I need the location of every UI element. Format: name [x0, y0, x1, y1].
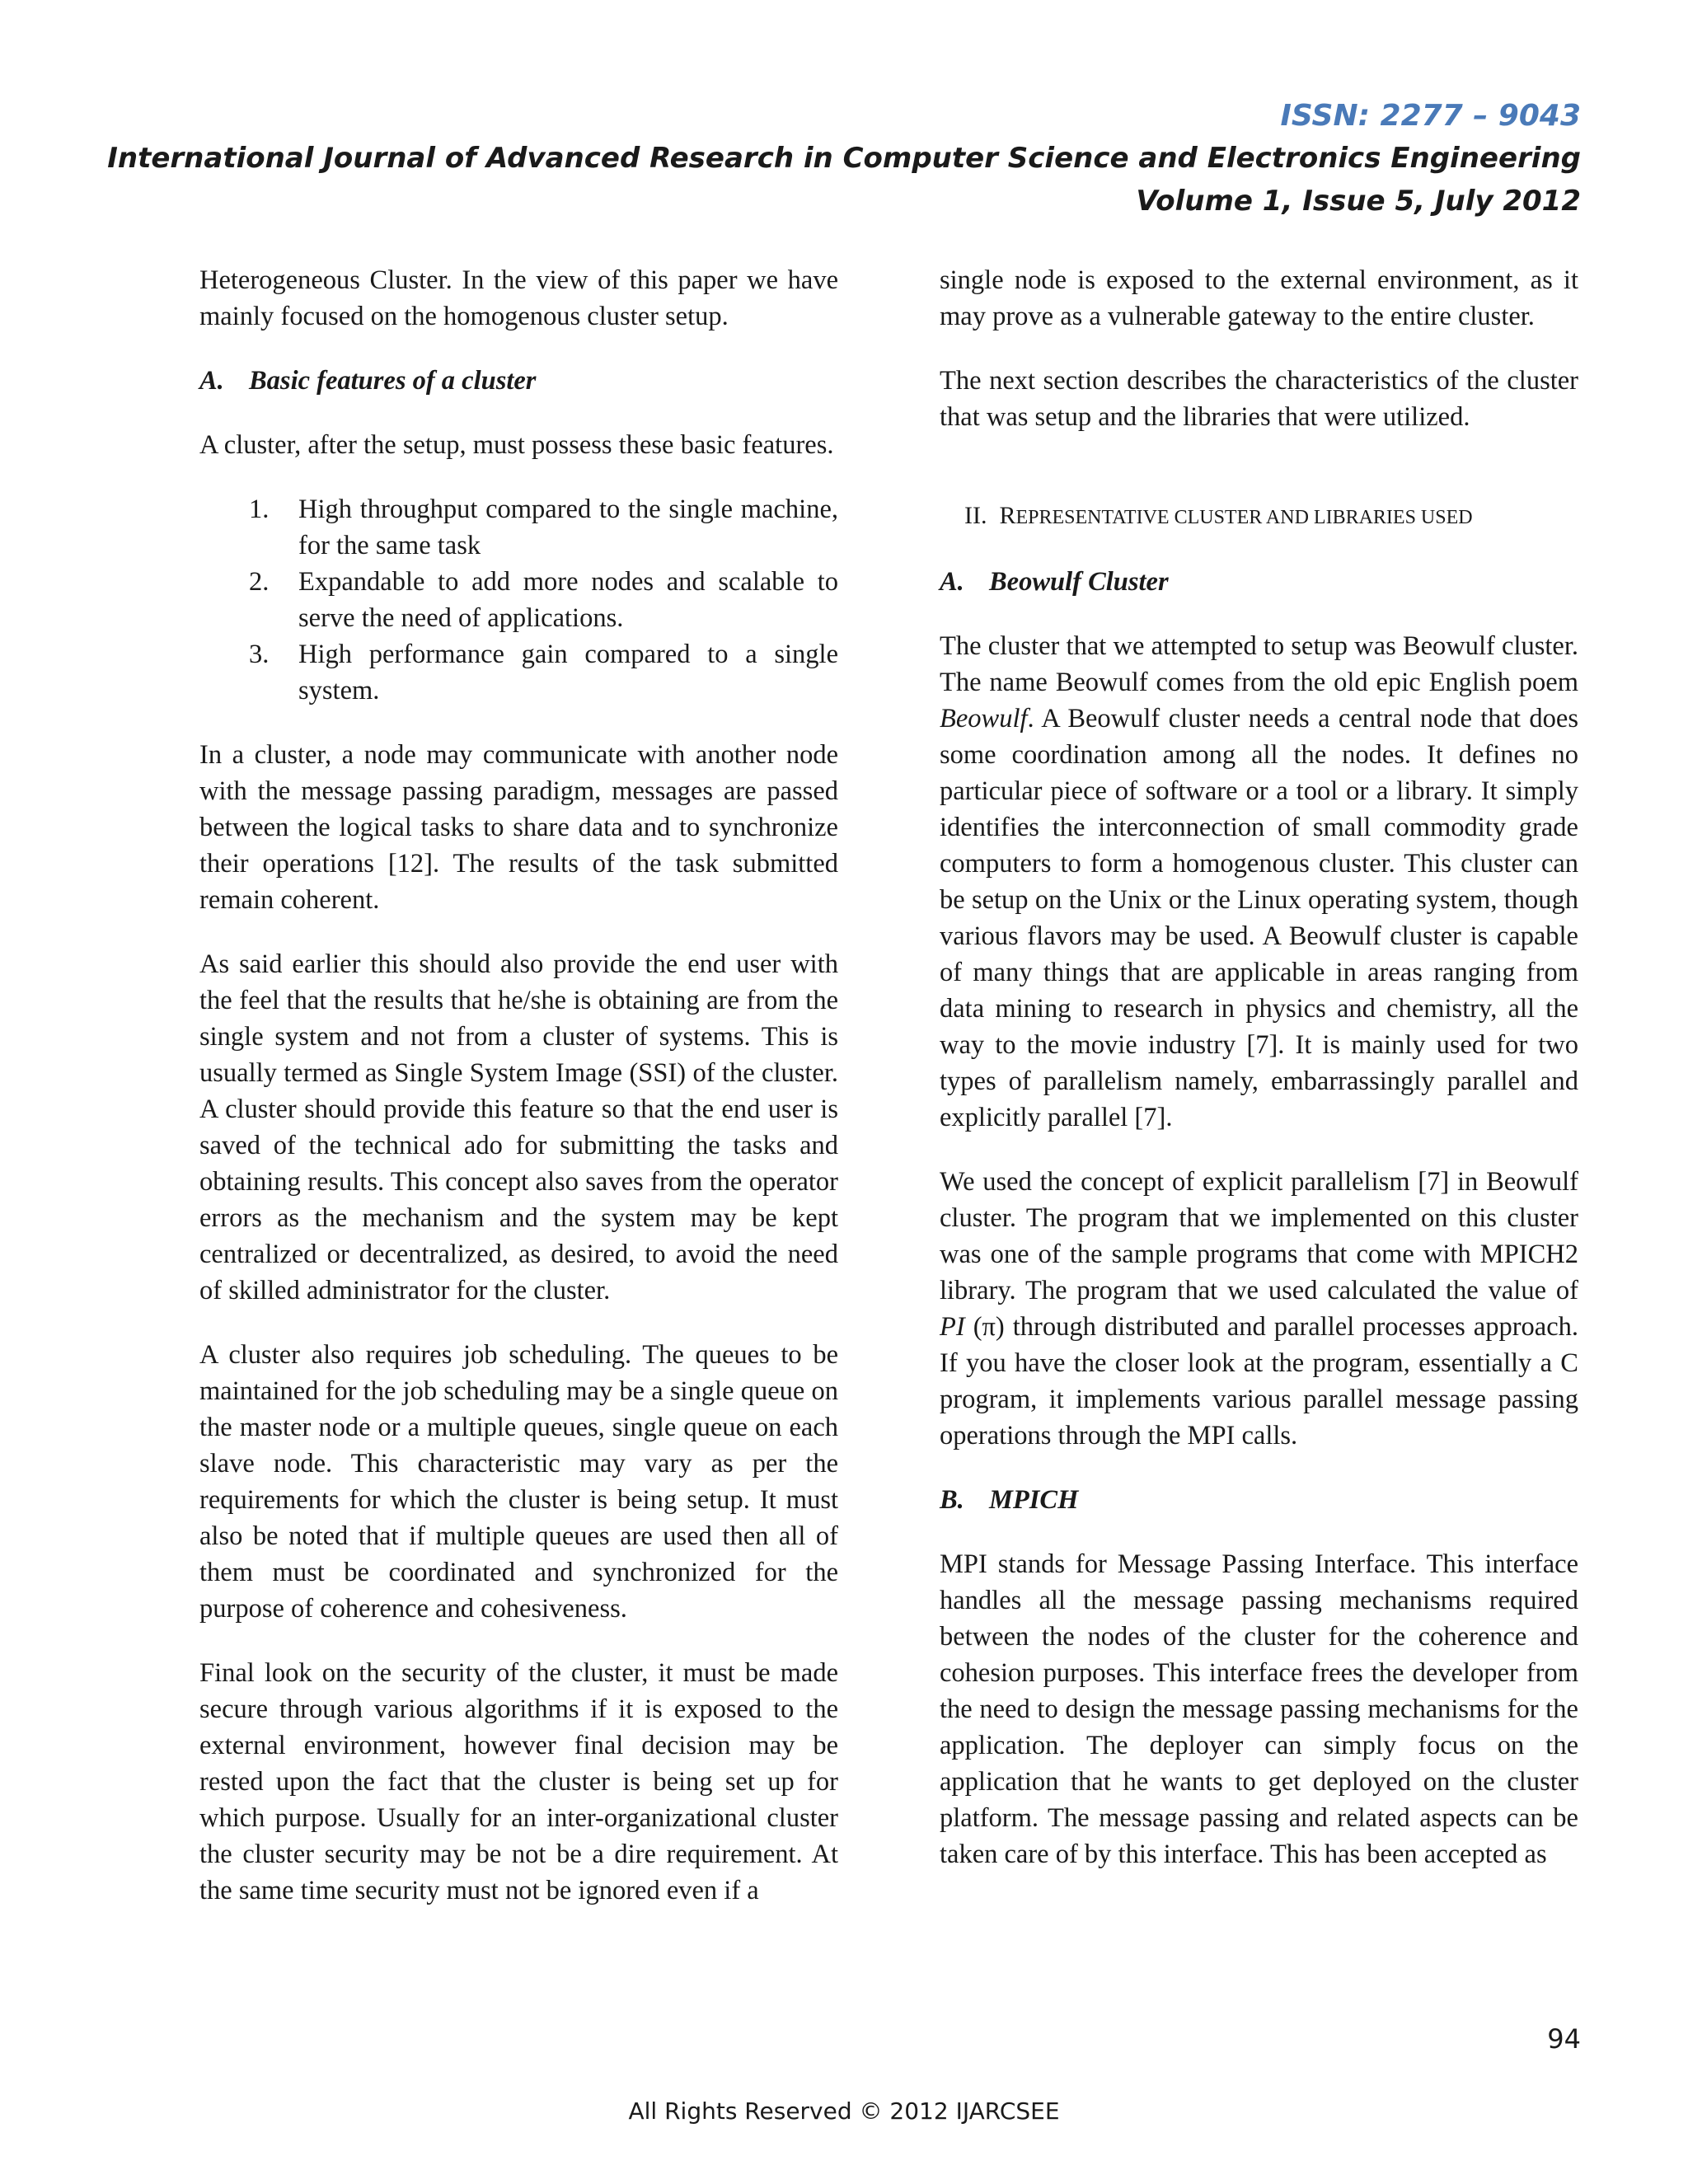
paragraph: As said earlier this should also provide the end user with the feel that the results that he/she is obtaining are from the single system and not from a cluster of systems. This is usually termed as Single System Image (SSI) of the cluster. A cluster should provide this feature so that the end user is saved of the technical ado for submitting the tasks and obtaining results. This concept also saves from the operator errors as the mechanism and the system may be kept centralized or decentralized, as desired, to avoid the need of skilled administrator for the cluster.: [199, 949, 838, 1305]
text-run: . A Beowulf cluster needs a central node that does some coordination among all the nodes. It defines no particular piece of software or a tool or a library. It simply identifies the interconnection of small commodity grade computers to form a homogenous cluster. This cluster can be setup on the Unix or the Linux operating system, though various flavors may be used. A Beowulf cluster is capable of many things that are applicable in areas ranging from data mining to research in physics and chemistry, all the way to the movie industry [7]. It is mainly used for two types of parallelism namely, embarrassingly parallel and explicitly parallel [7].: [940, 704, 1578, 1132]
paragraph: In a cluster, a node may communicate with another node with the message passing paradigm, messages are passed between the logical tasks to share data and to synchronize their operations [12]. The results of the task submitted remain coherent.: [199, 740, 838, 915]
left-column: [199, 262, 838, 1937]
paragraph: Heterogeneous Cluster. In the view of this paper we have mainly focused on the homogenous cluster setup.: [199, 265, 838, 331]
subsection-heading-beowulf: [940, 564, 1578, 600]
text-run: We used the concept of explicit parallelism [7] in Beowulf cluster. The program that we implemented on this cluster was one of the sample programs that come with MPICH2 library. The program that we used calculated the value of: [940, 1167, 1578, 1305]
paragraph: single node is exposed to the external environment, as it may prove as a vulnerable gateway to the entire cluster.: [940, 265, 1578, 331]
paragraph: Final look on the security of the cluster, it must be made secure through various algorithms if it is exposed to the external environment, however final decision may be rested upon the fact that the cluster is being set up for which purpose. Usually for an inter-organizational cluster the cluster security may be not be a dire requirement. At the same time security must not be ignored even if a: [199, 1658, 838, 1905]
section-title-rest: EPRESENTATIVE CLUSTER AND LIBRARIES USED: [1015, 507, 1473, 528]
copyright-footer: All Rights Reserved © 2012 IJARCSEE: [628, 2097, 1060, 2125]
paragraph: The next section describes the characteristics of the cluster that was setup and the libraries that were utilized.: [940, 366, 1578, 432]
issn-header: ISSN: 2277 – 9043: [1280, 99, 1581, 133]
page-number: 94: [1547, 2023, 1581, 2055]
section-heading: [940, 498, 1578, 536]
subsection-heading-mpich: [940, 1482, 1578, 1518]
journal-title: International Journal of Advanced Research in Computer Science and Electronics Engineering: [107, 142, 1581, 175]
section-number: II.: [964, 502, 987, 529]
journal-volume: Volume 1, Issue 5, July 2012: [1136, 185, 1581, 218]
paragraph: A cluster also requires job scheduling. The queues to be maintained for the job scheduling may be a single queue on the master node or a multiple queues, single queue on each slave node. This characteristic may vary as per the requirements for which the cluster is being setup. It must also be noted that if multiple queues are used then all of them must be coordinated and synchronized for the purpose of coherence and cohesiveness.: [199, 1340, 838, 1624]
section-title-initial: R: [999, 502, 1016, 529]
subsection-number: A.: [940, 567, 964, 597]
feature-list: [199, 491, 838, 709]
paragraph: A cluster, after the setup, must possess these basic features.: [199, 430, 834, 460]
emphasis: Beowulf: [940, 704, 1028, 733]
list-text: Expandable to add more nodes and scalable to serve the need of applications.: [298, 567, 838, 633]
subsection-title: Beowulf Cluster: [989, 567, 1169, 597]
text-run: The cluster that we attempted to setup was Beowulf cluster. The name Beowulf comes from the old epic English poem: [940, 631, 1578, 697]
paragraph: MPI stands for Message Passing Interface. This interface handles all the message passing mechanisms required between the nodes of the cluster for the coherence and cohesion purposes. This interface frees the developer from the need to design the message passing mechanisms for the application. The deployer can simply focus on the application that he wants to get deployed on the cluster platform. The message passing and related aspects can be taken care of by this interface. This has been accepted as: [940, 1549, 1578, 1869]
list-item: [199, 564, 838, 636]
paragraph: [940, 628, 1578, 1136]
list-item: [199, 491, 838, 564]
text-run: (π) through distributed and parallel processes approach. If you have the closer look at the program, essentially a C program, it implements various parallel message passing operations through the MPI calls.: [940, 1312, 1578, 1451]
subsection-heading-basic-features: [199, 363, 838, 399]
list-number: 2.: [249, 567, 270, 597]
list-text: High performance gain compared to a single system.: [298, 640, 838, 705]
paragraph: [940, 1164, 1578, 1454]
spacer: [940, 463, 1578, 498]
list-text: High throughput compared to the single machine, for the same task: [298, 494, 838, 560]
list-item: [199, 636, 838, 709]
subsection-title: MPICH: [989, 1485, 1079, 1515]
list-number: 1.: [249, 494, 270, 524]
emphasis: PI: [940, 1312, 965, 1342]
right-column: [940, 262, 1578, 1900]
subsection-title: Basic features of a cluster: [249, 366, 537, 396]
subsection-number: A.: [199, 366, 224, 396]
list-number: 3.: [249, 640, 270, 669]
subsection-number: B.: [940, 1485, 964, 1515]
